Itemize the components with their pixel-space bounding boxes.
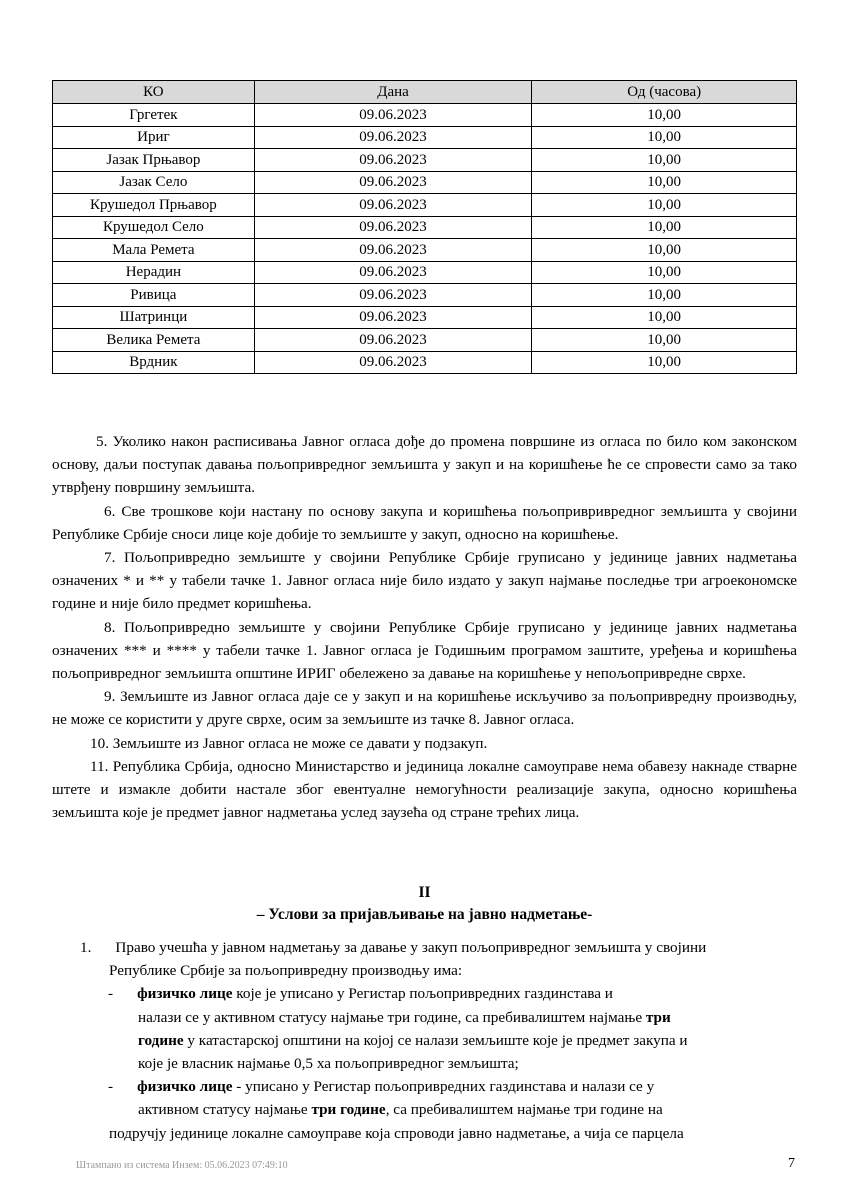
cell-ko: Јазак Село <box>53 171 255 194</box>
table-row <box>53 351 797 374</box>
table-row <box>53 194 797 217</box>
table-row <box>53 239 797 262</box>
column-header-hours: Од (часова) <box>532 81 797 104</box>
cell-date: 09.06.2023 <box>254 306 532 329</box>
cell-ko: Јазак Прњавор <box>53 149 255 172</box>
cell-date: 09.06.2023 <box>254 284 532 307</box>
table-row <box>53 149 797 172</box>
section-heading <box>52 882 797 926</box>
list-item-1: 1. Право учешћа у јавном надметању за давање у закуп пољопривредног земљишта у својини <box>80 939 707 956</box>
cell-date: 09.06.2023 <box>254 351 532 374</box>
document-body <box>52 430 797 824</box>
cell-hours: 10,00 <box>532 216 797 239</box>
cell-date: 09.06.2023 <box>254 216 532 239</box>
cell-hours: 10,00 <box>532 329 797 352</box>
list-bullet-2: - физичко лице - уписано у Регистар пољопривредних газдинстава и налази се у <box>108 1078 655 1096</box>
print-stamp: Штампано из система Инзем: 05.06.2023 07:49:10 <box>76 1160 288 1171</box>
cell-hours: 10,00 <box>532 284 797 307</box>
cell-date: 09.06.2023 <box>254 126 532 149</box>
table-row <box>53 171 797 194</box>
cell-hours: 10,00 <box>532 104 797 127</box>
list-item-number: 1. <box>80 939 92 956</box>
column-header-date: Дана <box>254 81 532 104</box>
conditions-list: 1. Право учешћа у јавном надметању за давање у закуп пољопривредног земљишта у својини Републике Србије за пољопривредну производњу има: - физичко лице које је уписано у Регистар пољопривредних газдинстава и налази се у активном статусу најмање три године, са пребивалиштем најмање три године у катастарској општини на којој се налази земљиште које је предмет закупа и које је власник најмање 0,5 ха пољопривредног земљишта; - физичко лице - уписано у Регистар пољопривредних газдинстава и налази се у активном статусу најмање три године, са пребивалиштем најмање три године на подручју јединице локалне самоуправе која спроводи јавно надметање, а чија се парцела <box>52 936 797 1145</box>
list-bullet-1: - физичко лице које је уписано у Регистар пољопривредних газдинстава и <box>108 985 613 1003</box>
cell-ko: Нерадин <box>53 261 255 284</box>
table-row <box>53 329 797 352</box>
cell-date: 09.06.2023 <box>254 149 532 172</box>
section-number: II <box>418 884 431 901</box>
paragraph-11: 11. Република Србија, односно Министарство и јединица локалне самоуправе нема обавезу накнаде стварне штете и измакле добити настале због евентуалне немогућности реализације закупа, односно коришћења земљишта које је предмет јавног надметања услед заузећа од стране трећих лица. <box>52 757 797 822</box>
page-number: 7 <box>788 1156 795 1171</box>
cell-ko: Ириг <box>53 126 255 149</box>
cell-date: 09.06.2023 <box>254 239 532 262</box>
cell-ko: Врдник <box>53 351 255 374</box>
cell-hours: 10,00 <box>532 149 797 172</box>
cell-hours: 10,00 <box>532 261 797 284</box>
cell-hours: 10,00 <box>532 239 797 262</box>
cell-hours: 10,00 <box>532 126 797 149</box>
table-row <box>53 126 797 149</box>
paragraph-9: 9. Земљиште из Јавног огласа даје се у закуп и на коришћење искључиво за пољопривредну производњу, не може се користити у друге сврхе, осим за земљиште из тачке 8. Јавног огласа. <box>52 688 797 729</box>
cell-ko: Гргетек <box>53 104 255 127</box>
table-row <box>53 284 797 307</box>
table-row <box>53 216 797 239</box>
table-row <box>53 306 797 329</box>
paragraph-6: 6. Све трошкове који настану по основу закупа и коришћења пољопривривредног земљишта у својини Републике Србије сноси лице које добије то земљиште у закуп, односно на коришћење. <box>52 502 797 543</box>
column-header-ko: КО <box>53 81 255 104</box>
cell-ko: Крушедол Прњавор <box>53 194 255 217</box>
cell-hours: 10,00 <box>532 306 797 329</box>
table-row <box>53 104 797 127</box>
cell-hours: 10,00 <box>532 351 797 374</box>
cell-date: 09.06.2023 <box>254 194 532 217</box>
cell-hours: 10,00 <box>532 194 797 217</box>
paragraph-10: 10. Земљиште из Јавног огласа не може се давати у подзакуп. <box>90 734 488 752</box>
paragraph-7: 7. Пољопривредно земљиште у својини Републике Србије груписано у јединице јавних надметања означених * и ** у табели тачке 1. Јавног огласа није било издато у закуп најмање последње три агроекономске године и није било предмет коришћења. <box>52 549 797 613</box>
section-title: – Услови за пријављивање на јавно надметање- <box>256 906 593 923</box>
cell-date: 09.06.2023 <box>254 261 532 284</box>
cell-date: 09.06.2023 <box>254 104 532 127</box>
paragraph-8: 8. Пољопривредно земљиште у својини Републике Србије груписано у јединице јавних надметања означених *** и **** у табели тачке 1. Јавног огласа је Годишњим програмом заштите, уређења и коришћења пољопривредног земљишта општине ИРИГ обележено за давање на коришћење у непољопривредне сврхе. <box>52 618 797 683</box>
cell-ko: Ривица <box>53 284 255 307</box>
cell-hours: 10,00 <box>532 171 797 194</box>
cell-date: 09.06.2023 <box>254 329 532 352</box>
paragraph-5: 5. Уколико након расписивања Јавног огласа дође до промена површине из огласа по било ком законском основу, даљи поступак давања пољопривредног земљишта у закуп и на коришћење ће се спровести само за тако утврђену површину земљишта. <box>52 433 797 497</box>
table-row <box>53 261 797 284</box>
cell-ko: Велика Ремета <box>53 329 255 352</box>
cell-ko: Шатринци <box>53 306 255 329</box>
table-header-row <box>53 81 797 104</box>
cell-ko: Мала Ремета <box>53 239 255 262</box>
cell-ko: Крушедол Село <box>53 216 255 239</box>
cell-date: 09.06.2023 <box>254 171 532 194</box>
schedule-table <box>52 80 797 374</box>
